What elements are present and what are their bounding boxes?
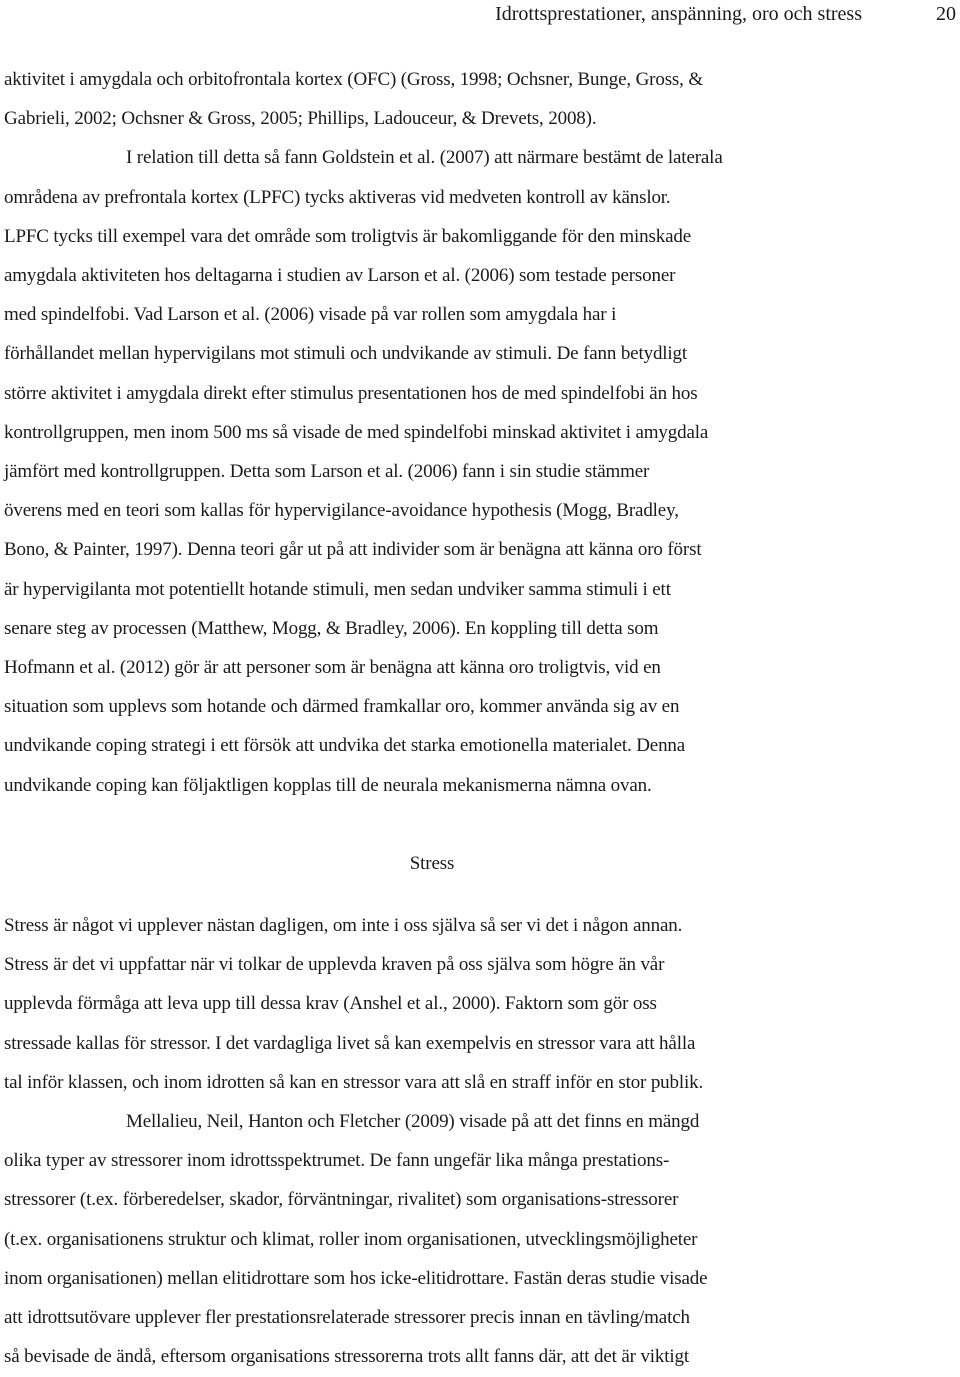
paragraph-continuation (4, 60, 894, 138)
text-line: områdena av prefrontala kortex (LPFC) tycks aktiveras vid medveten kontroll av känslor. (4, 186, 671, 208)
text-line: med spindelfobi. Vad Larson et al. (2006) visade på var rollen som amygdala har i (4, 304, 617, 326)
running-header (0, 0, 960, 30)
text-line: stressorer (t.ex. förberedelser, skador, förväntningar, rivalitet) som organisations-stressorer (4, 1189, 679, 1211)
text-line: tal inför klassen, och inom idrotten så kan en stressor vara att slå en straff inför en stor publik. (4, 1071, 704, 1093)
text-line: Stress är något vi upplever nästan dagligen, om inte i oss själva så ser vi det i någon annan. (4, 915, 683, 937)
text-line: överens med en teori som kallas för hypervigilance-avoidance hypothesis (Mogg, Bradley, (4, 500, 679, 522)
text-line: Stress är det vi uppfattar när vi tolkar de upplevda kraven på oss själva som högre än vår (4, 954, 665, 976)
text-line: senare steg av processen (Matthew, Mogg, & Bradley, 2006). En koppling till detta som (4, 617, 659, 639)
text-line: undvikande coping strategi i ett försök att undvika det starka emotionella materialet. Denna (4, 735, 686, 757)
paragraph-mellalieu (4, 1102, 894, 1376)
paragraph-stress-intro (4, 906, 894, 1102)
text-line: amygdala aktiviteten hos deltagarna i studien av Larson et al. (2006) som testade personer (4, 265, 676, 287)
text-line: undvikande coping kan följaktligen kopplas till de neurala mekanismerna nämna ovan. (4, 774, 652, 796)
text-line: större aktivitet i amygdala direkt efter stimulus presentationen hos de med spindelfobi än hos (4, 382, 698, 404)
text-line: upplevda förmåga att leva upp till dessa krav (Anshel et al., 2000). Faktorn som gör oss (4, 993, 657, 1015)
text-line: Hofmann et al. (2012) gör är att personer som är benägna att känna oro troligtvis, vid en (4, 657, 661, 679)
page-number: 20 (936, 3, 956, 25)
text-line: kontrollgruppen, men inom 500 ms så visade de med spindelfobi minskad aktivitet i amygdala (4, 421, 709, 443)
text-line: är hypervigilanta mot potentiellt hotande stimuli, men sedan undviker samma stimuli i ett (4, 578, 671, 600)
paragraph-goldstein (4, 138, 894, 804)
text-line: att idrottsutövare upplever fler prestationsrelaterade stressorer precis innan en tävling/match (4, 1307, 690, 1329)
section-heading: Stress (409, 852, 455, 874)
text-line: LPFC tycks till exempel vara det område som troligtvis är bakomliggande för den minskade (4, 225, 692, 247)
text-line: olika typer av stressorer inom idrottsspektrumet. De fann ungefär lika många prestations- (4, 1150, 670, 1172)
text-line: situation som upplevs som hotande och därmed framkallar oro, kommer använda sig av en (4, 696, 680, 718)
document-body (4, 60, 894, 1377)
text-line: (t.ex. organisationens struktur och klimat, roller inom organisationen, utvecklingsmöjligheter (4, 1228, 698, 1250)
text-line: I relation till detta så fann Goldstein et al. (2007) att närmare bestämt de laterala (126, 147, 723, 169)
text-line: så bevisade de ändå, eftersom organisations stressorerna trots allt fanns där, att det är viktigt (4, 1346, 690, 1368)
text-line: stressade kallas för stressor. I det vardagliga livet så kan exempelvis en stressor vara att hålla (4, 1032, 696, 1054)
text-line: Bono, & Painter, 1997). Denna teori går ut på att individer som är benägna att känna oro först (4, 539, 702, 561)
text-line: aktivitet i amygdala och orbitofrontala kortex (OFC) (Gross, 1998; Ochsner, Bunge, Gross, & (4, 69, 704, 90)
text-line: Gabrieli, 2002; Ochsner & Gross, 2005; Phillips, Ladouceur, & Drevets, 2008). (4, 108, 597, 130)
running-title: Idrottsprestationer, anspänning, oro och stress (495, 3, 862, 25)
text-line: förhållandet mellan hypervigilans mot stimuli och undvikande av stimuli. De fann betydligt (4, 343, 688, 365)
text-line: Mellalieu, Neil, Hanton och Fletcher (2009) visade på att det finns en mängd (126, 1111, 700, 1133)
text-line: jämfört med kontrollgruppen. Detta som Larson et al. (2006) fann i sin studie stämmer (4, 461, 650, 483)
text-line: inom organisationen) mellan elitidrottare som hos icke-elitidrottare. Fastän deras studie visade (4, 1267, 708, 1289)
